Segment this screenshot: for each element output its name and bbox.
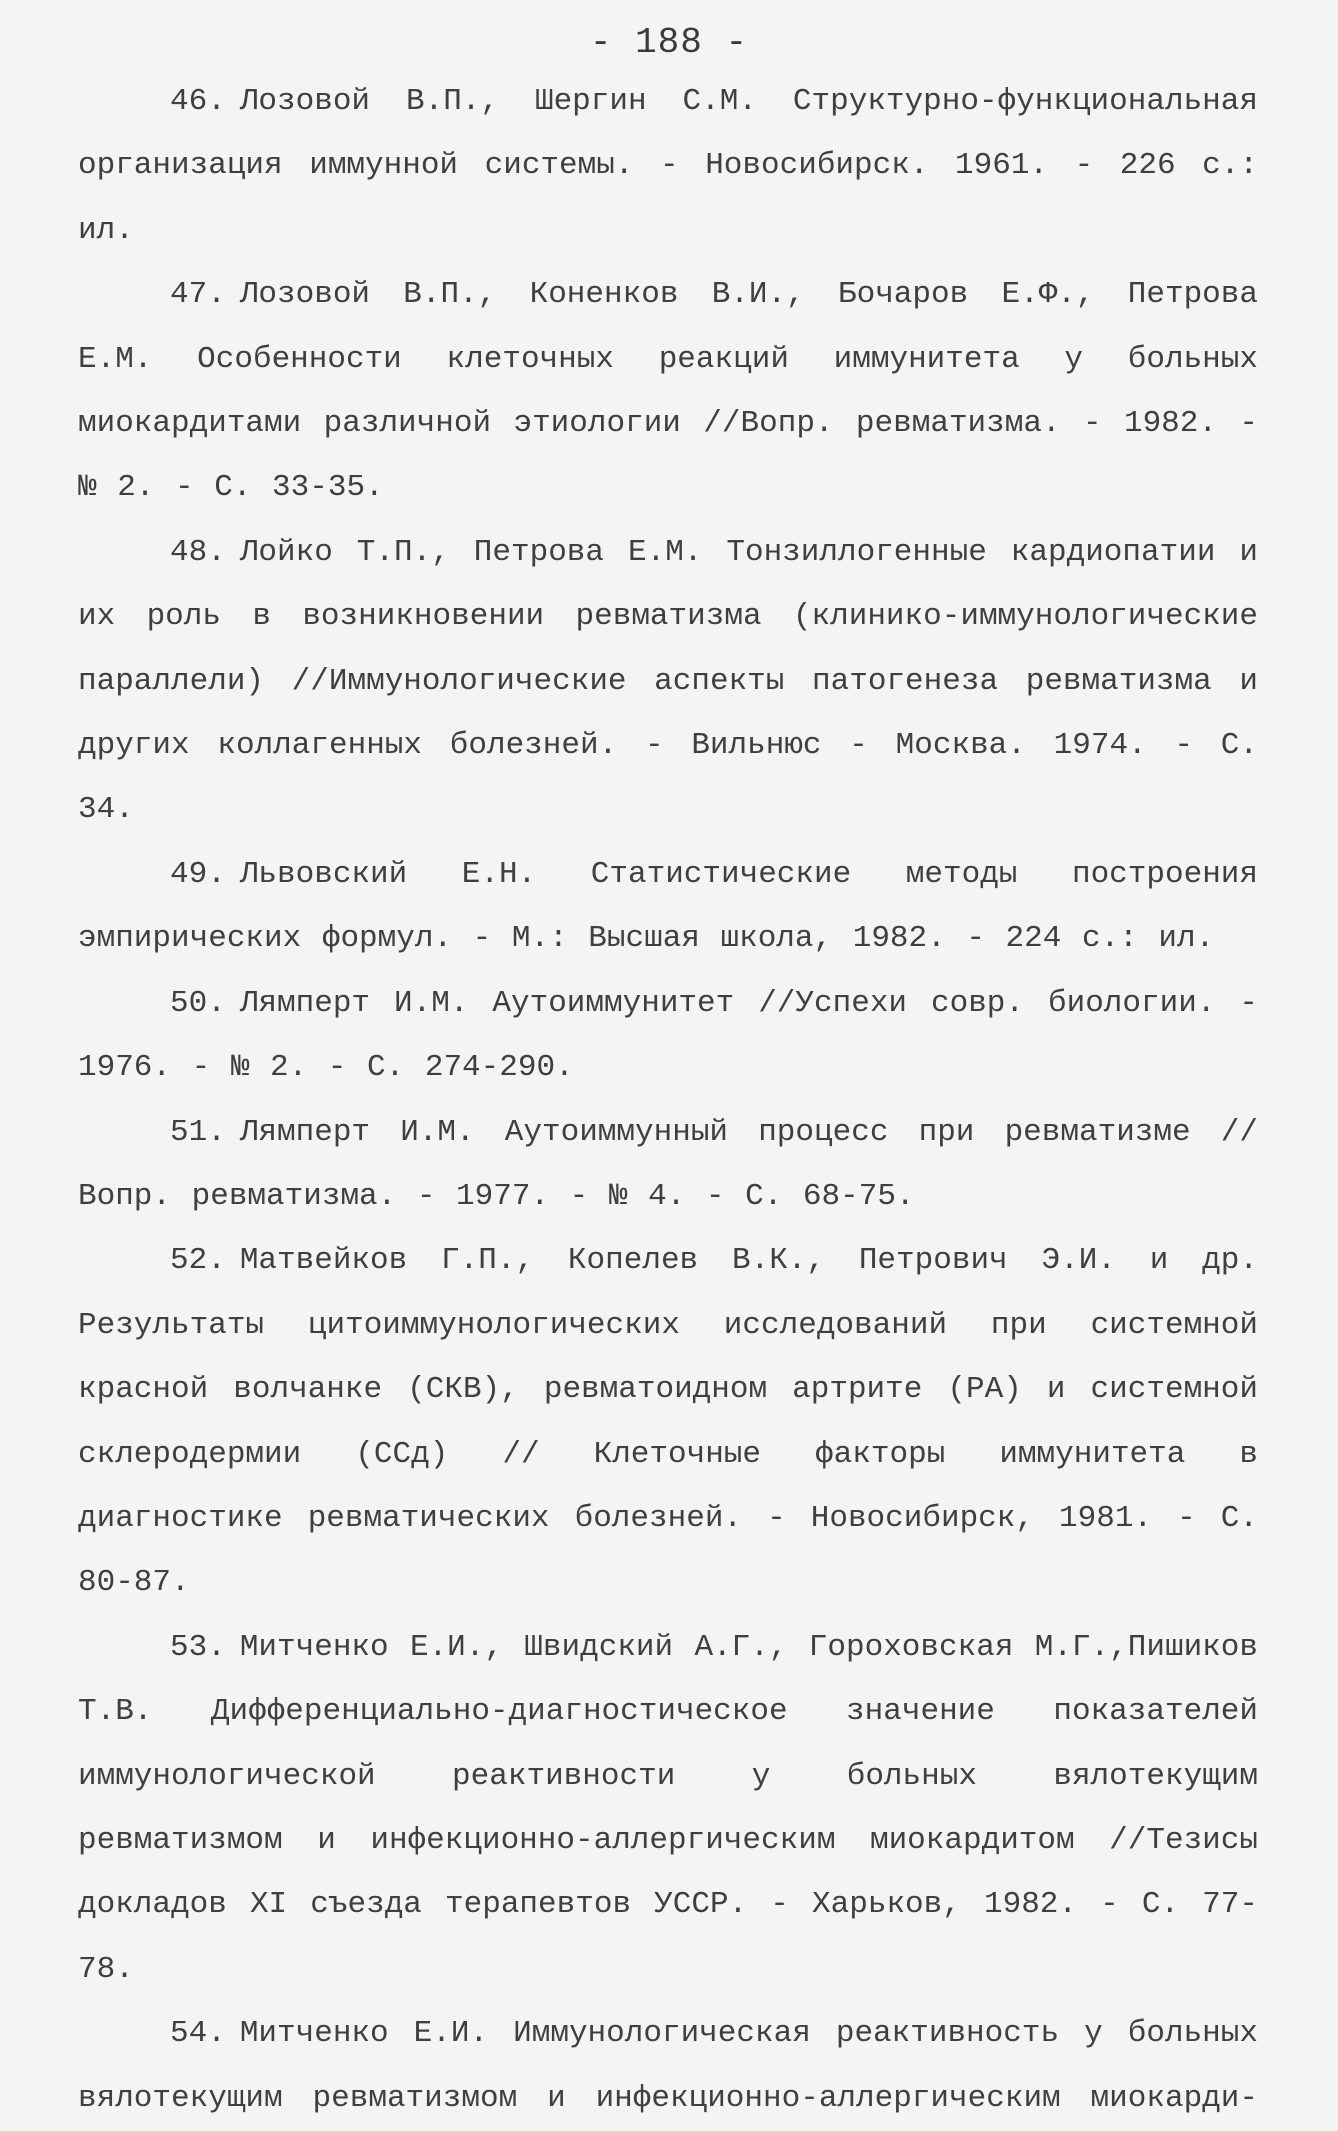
reference-number: 52. bbox=[170, 1243, 226, 1279]
reference-text: Лойко Т.П., Петрова Е.М. Тонзиллогенные кардиопатии и их роль в возникновении ревматизма (клинико-иммунологические параллели) //Иммунологические аспекты патогенеза ревматизма и других коллагенных болезней. - Вильнюс - Москва. 1974. - С. 34. bbox=[78, 534, 1258, 828]
reference-number: 53. bbox=[170, 1629, 226, 1665]
reference-item bbox=[78, 2002, 1258, 2131]
reference-text: Лозовой В.П., Шергин С.М. Структурно-функциональная организация иммунной системы. - Новосибирск. 1961. - 226 с.: ил. bbox=[78, 84, 1258, 248]
page-number: - 188 - bbox=[589, 22, 749, 63]
reference-item bbox=[78, 521, 1258, 843]
reference-number: 51. bbox=[170, 1114, 226, 1150]
reference-text: Лямперт И.М. Аутоиммунный процесс при ревматизме //Вопр. ревматизма. - 1977. - № 4. - С. 68-75. bbox=[78, 1114, 1258, 1214]
reference-text: Митченко Е.И. Иммунологическая реактивность у больных вялотекущим ревматизмом и инфекционно-аллергическим миокарди- bbox=[78, 2016, 1258, 2116]
reference-number: 54. bbox=[170, 2016, 226, 2052]
reference-list bbox=[78, 70, 1258, 2131]
reference-text: Львовский Е.Н. Статистические методы построения эмпирических формул. - М.: Высшая школа, 1982. - 224 с.: ил. bbox=[78, 856, 1258, 957]
reference-number: 49. bbox=[170, 856, 226, 892]
reference-item bbox=[78, 972, 1258, 1101]
reference-number: 50. bbox=[170, 985, 226, 1021]
reference-item bbox=[78, 70, 1258, 263]
reference-number: 48. bbox=[170, 534, 226, 570]
reference-text: Митченко Е.И., Швидский А.Г., Гороховская М.Г.,Пишиков Т.В. Дифференциально-диагностическое значение показателей иммунологической реактивности у больных вялотекущим ревматизмом и инфекционно-аллергическим миокардитом //Тезисы докладов XI съезда терапевтов УССР. - Харьков, 1982. - С. 77-78. bbox=[78, 1629, 1258, 1987]
reference-item bbox=[78, 843, 1258, 972]
reference-item bbox=[78, 263, 1258, 521]
reference-item bbox=[78, 1101, 1258, 1230]
reference-text: Матвейков Г.П., Копелев В.К., Петрович Э.И. и др. Результаты цитоиммунологических исследований при системной красной волчанке (СКВ), ревматоидном артрите (РА) и системной склеродермии (ССд) // Клеточные факторы иммунитета в диагностике ревматических болезней. - Новосибирск, 1981. - С. 80-87. bbox=[78, 1243, 1258, 1601]
reference-number: 47. bbox=[170, 277, 226, 313]
reference-text: Лямперт И.М. Аутоиммунитет //Успехи совр. биологии. - 1976. - № 2. - С. 274-290. bbox=[78, 985, 1258, 1086]
reference-text: Лозовой В.П., Коненков В.И., Бочаров Е.Ф., Петрова Е.М. Особенности клеточных реакций иммунитета у больных миокардитами различной этиологии //Вопр. ревматизма. - 1982. - № 2. - С. 33-35. bbox=[78, 277, 1258, 506]
reference-item bbox=[78, 1229, 1258, 1615]
reference-number: 46. bbox=[170, 84, 226, 119]
reference-item bbox=[78, 1616, 1258, 2002]
